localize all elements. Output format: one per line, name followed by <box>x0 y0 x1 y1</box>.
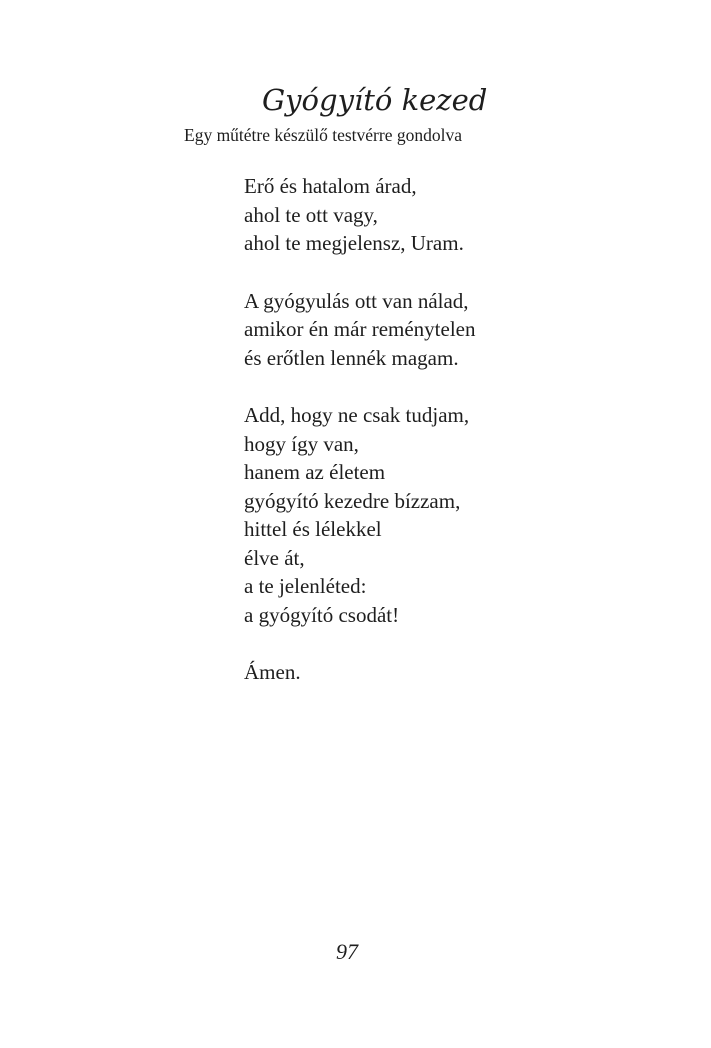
stanza-3 <box>244 401 475 629</box>
poem-line: Erő és hatalom árad, <box>244 174 417 198</box>
poem-line: amikor én már reménytelen <box>244 317 476 341</box>
poem-line: a gyógyító csodát! <box>244 602 400 627</box>
stanza-1 <box>244 172 475 258</box>
poem-line: Ámen. <box>244 660 301 684</box>
poem-line: gyógyító kezedre bízzam, <box>244 488 461 513</box>
poem-line: és erőtlen lennék magam. <box>244 345 459 370</box>
stanza-4 <box>244 658 475 687</box>
poem-line: ahol te megjelensz, Uram. <box>244 231 464 255</box>
page-number: 97 <box>336 939 358 964</box>
poem-body <box>244 172 475 716</box>
poem-line: a te jelenléted: <box>244 574 367 598</box>
poem-line: hogy így van, <box>244 431 359 456</box>
poem-line: hanem az életem <box>244 460 386 484</box>
poem-line: Add, hogy ne csak tudjam, <box>244 403 470 427</box>
stanza-2 <box>244 287 475 373</box>
poem-line: hittel és lélekkel <box>244 517 382 541</box>
poem-line: ahol te ott vagy, <box>244 202 378 227</box>
poem-line: élve át, <box>244 545 305 570</box>
poem-title: Gyógyító kezed <box>262 83 488 117</box>
poem-subtitle: Egy műtétre készülő testvérre gondolva <box>184 125 462 145</box>
poem-line: A gyógyulás ott van nálad, <box>244 288 469 313</box>
